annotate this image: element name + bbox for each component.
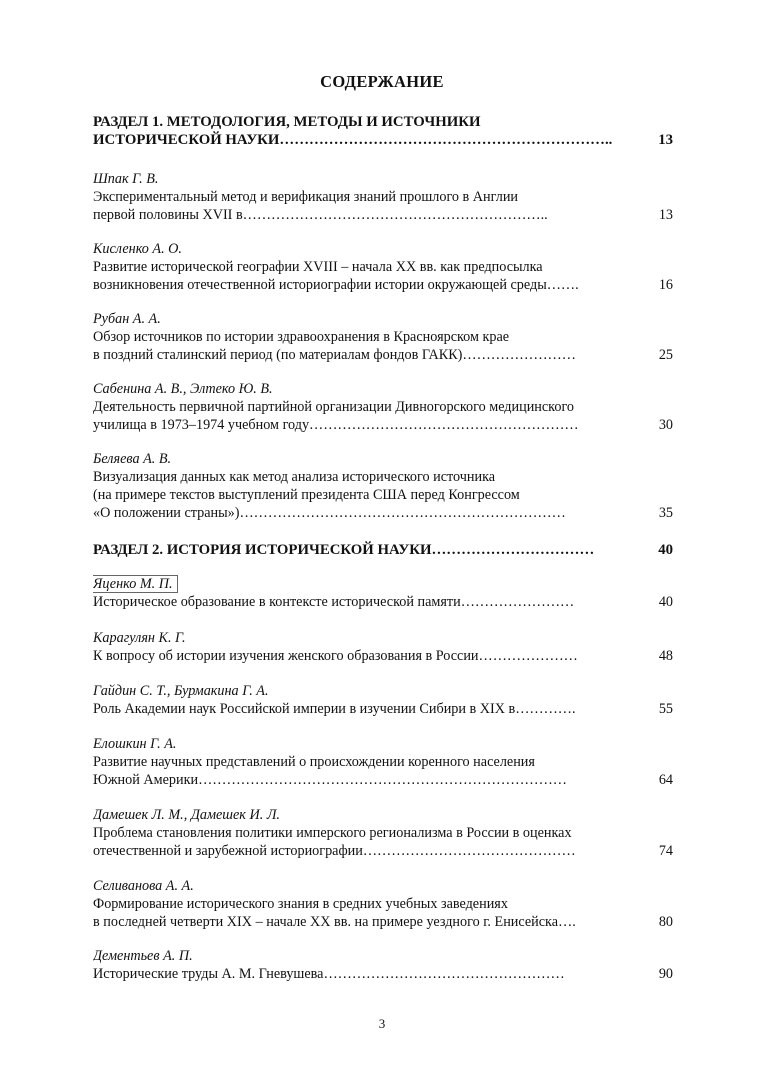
toc-entry-title: возникновения отечественной историографии истории окружающей среды……. <box>93 277 579 293</box>
page-title: СОДЕРЖАНИЕ <box>320 72 444 91</box>
toc-entry-title: училища в 1973–1974 учебном году………………………………………………… <box>93 417 579 433</box>
toc-author: Шпак Г. В. <box>93 171 159 187</box>
toc-entry-title: Формирование исторического знания в средних учебных заведениях <box>93 896 508 912</box>
toc-page-number: 55 <box>658 701 673 717</box>
toc-entry-title: Южной Америки…………………………………………………………………… <box>93 772 567 788</box>
toc-entry-title: Визуализация данных как метод анализа исторического источника <box>93 469 496 485</box>
toc-entry-title: Развитие научных представлений о происхождении коренного населения <box>93 754 535 770</box>
toc-entry-title: Проблема становления политики имперского регионализма в России в оценках <box>93 825 572 841</box>
toc-page-number: 35 <box>658 505 673 521</box>
toc-entry-title: Обзор источников по истории здравоохранения в Красноярском крае <box>93 329 510 345</box>
toc-author: Селиванова А. А. <box>93 878 194 894</box>
toc-page-number: 25 <box>658 347 673 363</box>
toc-page-number: 13 <box>658 207 673 223</box>
toc-section-title: ИСТОРИЧЕСКОЙ НАУКИ………………………………………………………….. <box>93 132 613 148</box>
toc-author: Сабенина А. В., Элтеко Ю. В. <box>93 381 273 397</box>
toc-entry-title: Историческое образование в контексте исторической памяти…………………… <box>93 594 575 610</box>
toc-author: Дементьев А. П. <box>93 948 193 964</box>
toc-entry-title: в поздний сталинский период (по материалам фондов ГАКК)…………………… <box>93 347 576 363</box>
toc-entry-title: отечественной и зарубежной историографии……………………………………… <box>93 843 576 859</box>
toc-page-number: 13 <box>658 132 673 148</box>
toc-entry-title: Исторические труды А. М. Гневушева…………………………………………… <box>93 966 565 982</box>
toc-author: Карагулян К. Г. <box>93 630 186 646</box>
toc-page-number: 74 <box>658 843 673 859</box>
toc-author: Кисленко А. О. <box>93 241 182 257</box>
toc-author-highlight: Яценко М. П. <box>93 575 178 593</box>
toc-page-number: 40 <box>658 542 673 558</box>
toc-page-number: 30 <box>658 417 673 433</box>
toc-entry-title: первой половины XVII в……………………………………………………….. <box>93 207 548 223</box>
toc-entry-title: Деятельность первичной партийной организации Дивногорского медицинского <box>93 399 575 415</box>
toc-author <box>93 575 623 593</box>
toc-entry-title: (на примере текстов выступлений президента США перед Конгрессом <box>93 487 520 503</box>
toc-entry-title: в последней четверти XIX – начале XX вв. на примере уездного г. Енисейска…. <box>93 914 576 930</box>
toc-author: Елошкин Г. А. <box>93 736 177 752</box>
toc-author: Дамешек Л. М., Дамешек И. Л. <box>93 807 280 823</box>
toc-page-number: 90 <box>658 966 673 982</box>
toc-author: Беляева А. В. <box>93 451 172 467</box>
toc-page-number: 40 <box>658 594 673 610</box>
toc-entry-title: Развитие исторической географии XVIII – начала XX вв. как предпосылка <box>93 259 543 275</box>
toc-entry-title: Роль Академии наук Российской империи в изучении Сибири в XIX в…………. <box>93 701 576 717</box>
toc-section-title: РАЗДЕЛ 1. МЕТОДОЛОГИЯ, МЕТОДЫ И ИСТОЧНИКИ <box>93 114 481 130</box>
toc-author: Гайдин С. Т., Бурмакина Г. А. <box>93 683 269 699</box>
toc-author: Рубан А. А. <box>93 311 161 327</box>
page-number: 3 <box>378 1016 386 1031</box>
toc-page-number: 64 <box>658 772 673 788</box>
toc-entry-title: Экспериментальный метод и верификация знаний прошлого в Англии <box>93 189 518 205</box>
toc-section-title: РАЗДЕЛ 2. ИСТОРИЯ ИСТОРИЧЕСКОЙ НАУКИ…………………………… <box>93 542 595 558</box>
toc-page-number: 48 <box>658 648 673 664</box>
toc-entry-title: «О положении страны»)…………………………………………………………… <box>93 505 566 521</box>
toc-page-number: 16 <box>658 277 673 293</box>
toc-page-number: 80 <box>658 914 673 930</box>
toc-entry-title: К вопросу об истории изучения женского образования в России………………… <box>93 648 578 664</box>
